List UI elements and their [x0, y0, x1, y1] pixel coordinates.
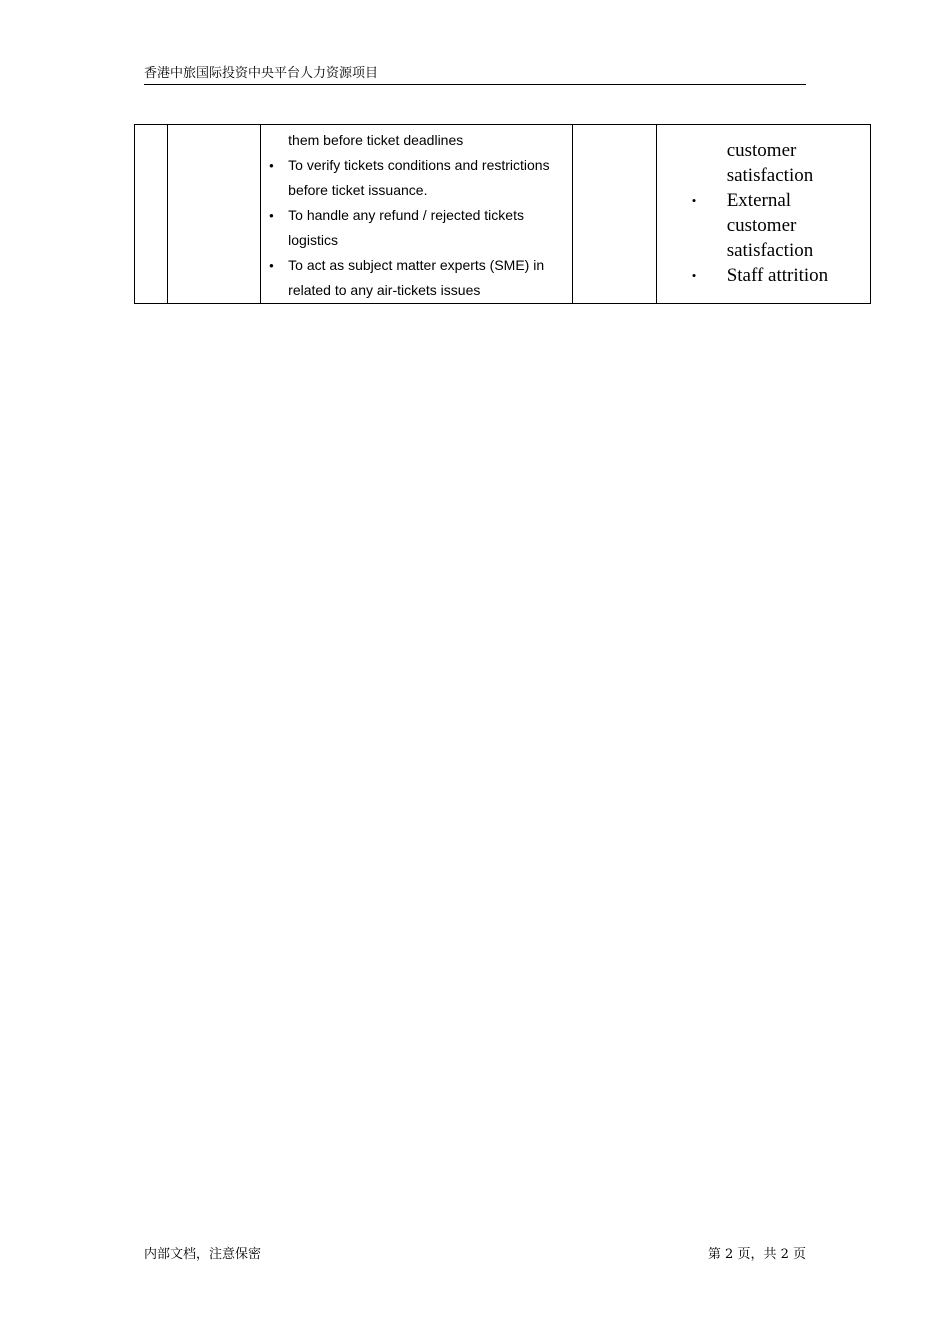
table-cell-2 — [168, 125, 261, 304]
table-row — [135, 125, 871, 304]
footer-page-number: 第 2 页，共 2 页 — [707, 1247, 806, 1262]
duty-item: them before ticket deadlines — [288, 132, 464, 148]
job-description-table — [134, 124, 871, 304]
duties-cell — [261, 125, 572, 304]
metric-item: • Staff attrition — [727, 263, 864, 288]
header-title: 香港中旅国际投资中央平台人力资源项目 — [144, 66, 379, 81]
duty-item: • To verify tickets conditions and restrictions before ticket issuance. — [288, 153, 563, 203]
duties-list — [261, 125, 571, 303]
metric-item: customer satisfaction — [726, 140, 814, 186]
page-header — [144, 66, 806, 85]
duty-item: • To act as subject matter experts (SME) in related to any air-tickets issues — [288, 253, 563, 303]
metrics-list — [657, 125, 870, 288]
metrics-cell — [656, 125, 870, 304]
footer-confidential: 内部文档，注意保密 — [144, 1247, 262, 1262]
table-cell-1 — [135, 125, 168, 304]
duty-item: • To handle any refund / rejected tickets logistics — [288, 203, 563, 253]
table-cell-4 — [572, 125, 656, 304]
metric-item: • External customer satisfaction — [727, 188, 864, 263]
